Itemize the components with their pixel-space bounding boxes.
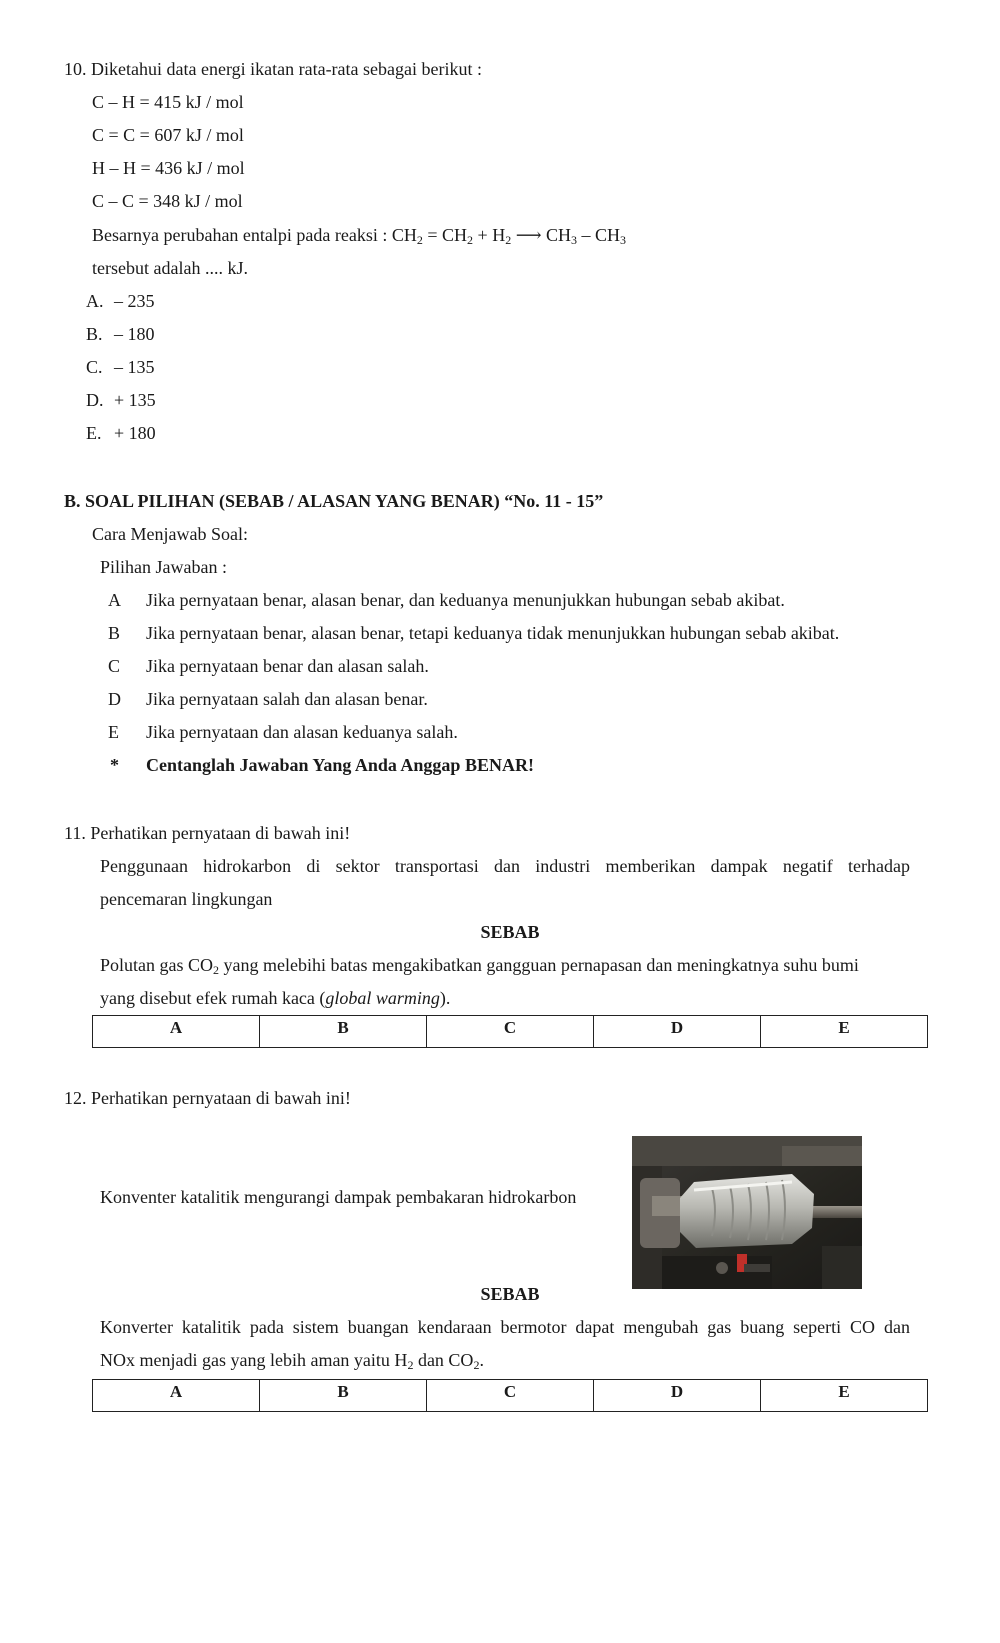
q12-intro: 12. Perhatikan pernyataan di bawah ini! — [64, 1088, 351, 1108]
q11-statement-line1: Penggunaan hidrokarbon di sektor transportasi dan industri memberikan dampak negatif terhadap — [100, 856, 910, 876]
reason2-text-c: . — [479, 1350, 484, 1370]
converter-illustration — [632, 1136, 862, 1289]
reaction-sub-c: 2 — [505, 233, 512, 247]
reason2-sub1: 2 — [407, 1358, 414, 1372]
reaction-sub-b: 2 — [467, 233, 474, 247]
q12-statement: Konventer katalitik mengurangi dampak pembakaran hidrokarbon — [100, 1187, 577, 1207]
q11-intro: 11. Perhatikan pernyataan di bawah ini! — [64, 823, 351, 843]
q12-answer-e[interactable]: E — [838, 1382, 850, 1401]
reason2-italic: global warming — [325, 988, 440, 1008]
q12-reason-line1: Konverter katalitik pada sistem buangan kendaraan bermotor dapat mengubah gas buang seperti CO dan — [100, 1317, 910, 1337]
q12-sebab: SEBAB — [480, 1284, 540, 1304]
section-b-how-to: Cara Menjawab Soal: — [92, 524, 248, 544]
choice-letter: C — [108, 656, 121, 676]
q11-answer-table — [92, 1015, 928, 1048]
choice-letter: E — [108, 722, 119, 742]
q10-bond-1: C – H = 415 kJ / mol — [92, 92, 244, 112]
q11-answer-b[interactable]: B — [260, 1016, 427, 1047]
option-text: – 135 — [114, 357, 155, 377]
q12-answer-d[interactable]: D — [594, 1380, 761, 1411]
q10-option-b[interactable] — [86, 323, 155, 345]
choice-text: Jika pernyataan benar, alasan benar, tetapi keduanya tidak menunjukkan hubungan sebab akibat. — [146, 623, 840, 643]
q12-answer-b[interactable]: B — [260, 1380, 427, 1411]
option-text: – 235 — [114, 291, 155, 311]
q11-reason-line1 — [100, 954, 859, 976]
q10-option-e[interactable] — [86, 422, 156, 444]
reaction-part-c: + H — [473, 225, 506, 245]
reason-text-b: yang melebihi batas mengakibatkan gangguan pernapasan dan meningkatnya suhu bumi — [219, 955, 859, 975]
choice-d — [108, 688, 428, 710]
q12-answer-a[interactable]: A — [93, 1380, 260, 1411]
reaction-sub-e: 3 — [620, 233, 627, 247]
reaction-part-a: CH — [391, 225, 417, 245]
q11-answer-d[interactable]: D — [594, 1016, 761, 1047]
choice-letter: A — [108, 590, 121, 610]
q11-sebab: SEBAB — [480, 922, 540, 942]
q10-bond-4: C – C = 348 kJ / mol — [92, 191, 243, 211]
q11-reason-line2 — [100, 987, 450, 1009]
option-letter: A. — [86, 291, 104, 311]
choice-letter: B — [108, 623, 121, 643]
choice-a — [108, 589, 785, 611]
q10-tail: tersebut adalah .... kJ. — [92, 258, 248, 278]
reaction-part-e: – CH — [577, 225, 621, 245]
q10-bond-2: C = C = 607 kJ / mol — [92, 125, 244, 145]
q10-option-a[interactable] — [86, 290, 155, 312]
q12-reason-line2 — [100, 1349, 484, 1371]
reaction-part-b: = CH — [422, 225, 468, 245]
catalytic-converter-photo — [632, 1136, 862, 1289]
option-letter: C. — [86, 357, 103, 377]
q10-intro: 10. Diketahui data energi ikatan rata-rata sebagai berikut : — [64, 59, 482, 79]
section-b-title: B. SOAL PILIHAN (SEBAB / ALASAN YANG BENAR) “No. 11 - 15” — [64, 491, 604, 511]
reason2-text-a: yang disebut efek rumah kaca ( — [100, 988, 326, 1008]
option-text: – 180 — [114, 324, 155, 344]
reason2-text-b: ). — [439, 988, 451, 1008]
reason-sub: 2 — [213, 963, 220, 977]
reason-text-a: Polutan gas CO — [100, 955, 214, 975]
choice-b — [108, 622, 839, 644]
q10-option-d[interactable] — [86, 389, 156, 411]
choice-text: Jika pernyataan dan alasan keduanya salah. — [146, 722, 458, 742]
option-text: + 180 — [114, 423, 156, 443]
reason2-text-a: NOx menjadi gas yang lebih aman yaitu H — [100, 1350, 408, 1370]
reason2-sub2: 2 — [473, 1358, 480, 1372]
q10-option-c[interactable] — [86, 356, 155, 378]
option-letter: E. — [86, 423, 102, 443]
option-text: + 135 — [114, 390, 156, 410]
section-b-choices-label: Pilihan Jawaban : — [100, 557, 227, 577]
choice-text: Jika pernyataan benar, alasan benar, dan keduanya menunjukkan hubungan sebab akibat. — [146, 590, 785, 610]
q10-reaction-line — [92, 224, 626, 246]
reason2-text-b: dan CO — [413, 1350, 474, 1370]
reaction-part-d: ⟶ CH — [511, 225, 572, 245]
q11-answer-a[interactable]: A — [93, 1016, 260, 1047]
choice-letter: D — [108, 689, 121, 709]
choice-text: Jika pernyataan benar dan alasan salah. — [146, 656, 429, 676]
choice-e — [108, 721, 458, 743]
choice-c — [108, 655, 429, 677]
q10-bond-3: H – H = 436 kJ / mol — [92, 158, 245, 178]
q12-answer-table — [92, 1379, 928, 1412]
q11-answer-e[interactable]: E — [838, 1018, 850, 1037]
section-b-note — [110, 754, 534, 776]
note-text: Centanglah Jawaban Yang Anda Anggap BENAR! — [146, 755, 534, 775]
q11-answer-c[interactable]: C — [427, 1016, 594, 1047]
reaction-sub-d: 3 — [571, 233, 578, 247]
option-letter: B. — [86, 324, 103, 344]
q11-statement-line2: pencemaran lingkungan — [100, 889, 273, 909]
q10-reaction-prefix: Besarnya perubahan entalpi pada reaksi : — [92, 225, 392, 245]
note-star: * — [110, 755, 119, 775]
q12-answer-c[interactable]: C — [427, 1380, 594, 1411]
option-letter: D. — [86, 390, 104, 410]
reaction-sub-a: 2 — [416, 233, 423, 247]
choice-text: Jika pernyataan salah dan alasan benar. — [146, 689, 428, 709]
